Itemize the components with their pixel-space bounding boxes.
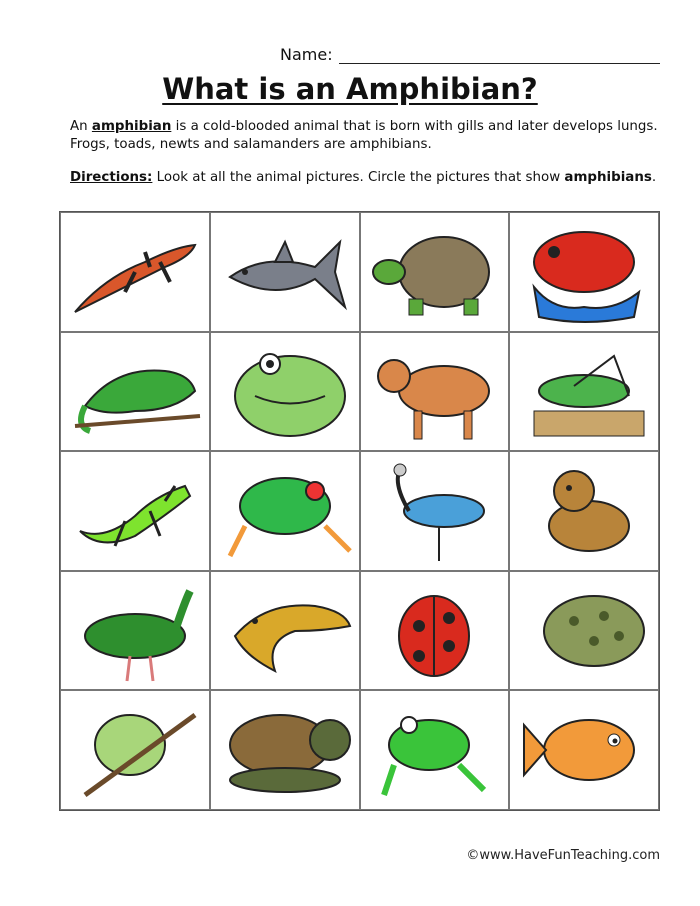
animal-picture-cell[interactable]: [210, 571, 360, 691]
animal-picture-cell[interactable]: [210, 690, 360, 810]
animal-picture-cell[interactable]: [60, 212, 210, 332]
animal-picture-cell[interactable]: [360, 571, 510, 691]
dog-icon: [514, 456, 654, 566]
animal-picture-cell[interactable]: [60, 690, 210, 810]
amphibians-keyword: amphibians: [564, 170, 652, 185]
amphibian-keyword: amphibian: [91, 119, 172, 134]
newt-icon: [65, 217, 205, 327]
grasshopper-icon: [514, 336, 654, 446]
animal-picture-cell[interactable]: [360, 690, 510, 810]
goose-icon: [65, 576, 205, 686]
animal-picture-cell[interactable]: [360, 451, 510, 571]
toad-icon: [215, 336, 355, 446]
snapping-turtle-icon: [215, 695, 355, 805]
page-title: What is an Amphibian?: [162, 72, 538, 106]
crane-bird-icon: [364, 456, 504, 566]
animal-picture-cell[interactable]: [60, 451, 210, 571]
animal-picture-cell[interactable]: [210, 332, 360, 452]
poison-dart-frog-icon: [514, 217, 654, 327]
directions-label: Directions:: [70, 170, 153, 185]
salamander-icon: [215, 576, 355, 686]
name-label: Name:: [280, 45, 333, 64]
animal-picture-cell[interactable]: [509, 690, 659, 810]
green-frog-icon: [364, 695, 504, 805]
copyright-footer: ©www.HaveFunTeaching.com: [466, 848, 660, 863]
animal-picture-cell[interactable]: [509, 571, 659, 691]
animal-picture-cell[interactable]: [60, 571, 210, 691]
directions: Directions: Look at all the animal pictures. Circle the pictures that show amphibians.: [70, 170, 657, 185]
fish-icon: [514, 695, 654, 805]
chameleon-icon: [65, 336, 205, 446]
animal-picture-cell[interactable]: [509, 451, 659, 571]
frog-on-branch-icon: [65, 695, 205, 805]
tree-frog-icon: [215, 456, 355, 566]
animal-picture-cell[interactable]: [509, 332, 659, 452]
cow-icon: [364, 336, 504, 446]
animal-picture-cell[interactable]: [360, 212, 510, 332]
ladybug-icon: [364, 576, 504, 686]
animal-picture-cell[interactable]: [360, 332, 510, 452]
tortoise-icon: [364, 217, 504, 327]
name-field[interactable]: [280, 40, 660, 64]
animal-picture-grid: [59, 211, 660, 811]
animal-picture-cell[interactable]: [509, 212, 659, 332]
intro-paragraph: An amphibian is a cold-blooded animal that is born with gills and later develops lungs. Frogs, toads, newts and salamanders are amphibians.: [70, 119, 658, 152]
spotted-toad-icon: [514, 576, 654, 686]
animal-picture-cell[interactable]: [60, 332, 210, 452]
animal-picture-cell[interactable]: [210, 212, 360, 332]
shark-icon: [215, 217, 355, 327]
name-blank-line[interactable]: [339, 45, 660, 64]
animal-picture-cell[interactable]: [210, 451, 360, 571]
lizard-icon: [65, 456, 205, 566]
